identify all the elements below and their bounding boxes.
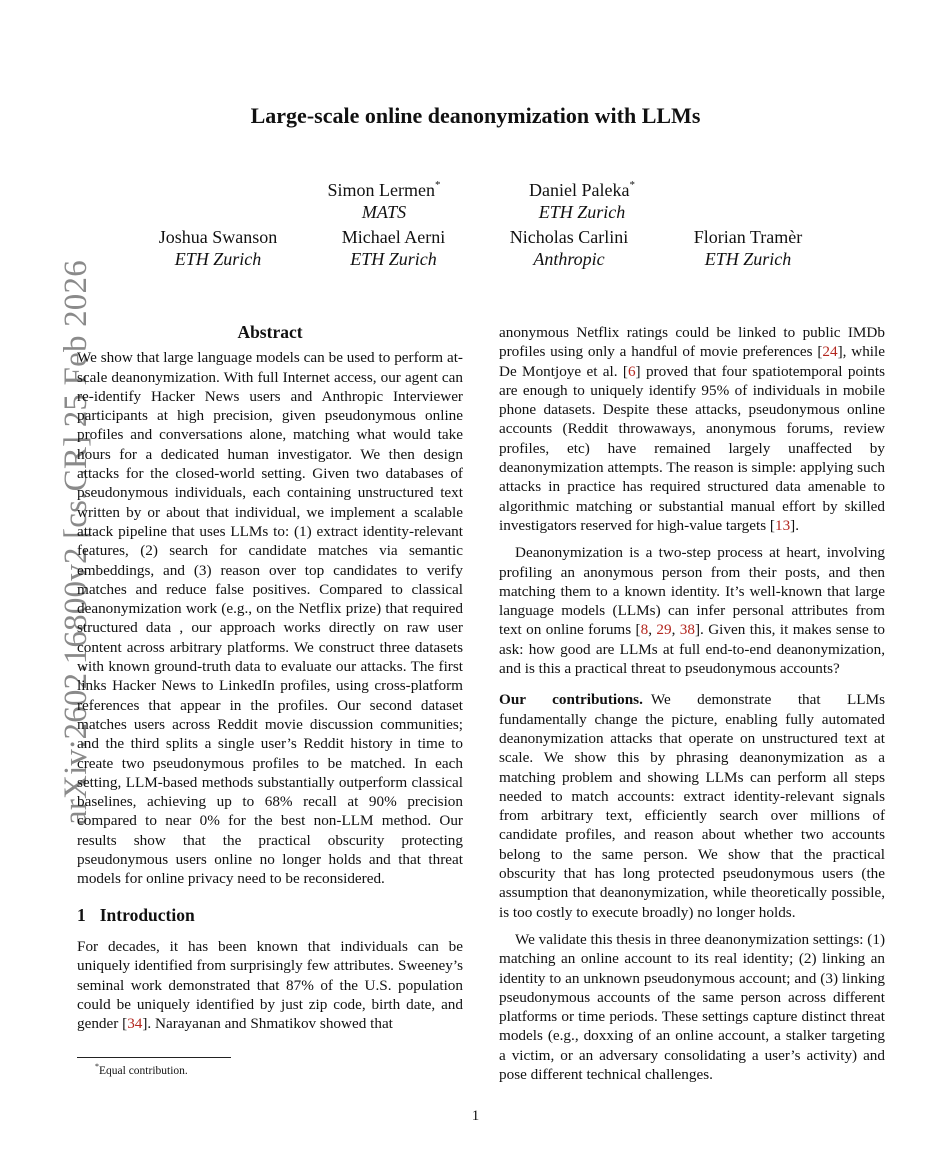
author-block: [139, 226, 297, 270]
author-name: Joshua Swanson: [158, 227, 278, 247]
section-number: 1: [77, 904, 86, 925]
arxiv-id[interactable]: arXiv:2602.16800v2 [cs.CR] 25 Feb 2026: [58, 260, 94, 825]
paper-title: Large-scale online deanonymization with LLMs: [250, 103, 701, 128]
author-name: Simon Lermen*: [327, 179, 441, 200]
contributions-heading: Our contributions.: [499, 691, 643, 709]
citation-link[interactable]: 34: [127, 1015, 143, 1033]
citation-link[interactable]: 8: [640, 621, 649, 639]
section-title: Introduction: [99, 904, 195, 925]
author-affiliation: ETH Zurich: [350, 249, 437, 269]
citation-link[interactable]: 13: [774, 516, 791, 534]
citation-link[interactable]: 6: [627, 362, 636, 380]
citation-link[interactable]: 29: [656, 621, 672, 639]
citation-link[interactable]: 24: [822, 343, 838, 361]
author-block: [672, 226, 824, 270]
author-affiliation: Anthropic: [533, 249, 605, 269]
footnote-divider: [77, 1057, 231, 1058]
left-column: [77, 323, 463, 1033]
intro-paragraph-3: We validate this thesis in three deanonymization settings: (1) matching an online account to its real identity; (2) linking an identity to an unknown pseudonymous account; and (3) linking pseudonymous accounts of the same person across different platforms or time periods. These settings capture distinct threat models (e.g., doxxing of an online account, a stalker targeting a victim, or an adversary consolidating a user’s activity) and pose different technical challenges.: [499, 930, 885, 1083]
author-name: Daniel Paleka*: [529, 179, 635, 200]
author-affiliation: ETH Zurich: [174, 249, 262, 269]
author-affiliation: ETH Zurich: [704, 249, 792, 269]
author-block: [304, 174, 464, 223]
footnote-text: Equal contribution.: [99, 1065, 188, 1077]
author-affiliation: ETH Zurich: [538, 202, 626, 222]
intro-paragraph-1-continued: anonymous Netflix ratings could be linked to public IMDb profiles using only a handful of movie preferences [24], while De Montjoye et al. [6] proved that four spatiotemporal points are enough to uniquely identify 95% of individuals in mobile phone datasets. Despite these attacks, pseudonymous online accounts (Reddit throwaways, anonymous forums, review profiles, etc) have remained largely unaffected by deanonymization attempts. The reason is simple: applying such attacks in practice has required structured data amenable to algorithmic matching or substantial manual effort by skilled investigators reserved for high-value targets [13].: [499, 324, 885, 534]
author-block: [489, 226, 649, 270]
intro-paragraph-1-start: For decades, it has been known that individuals can be uniquely identified from surprisingly few attributes. Sweeney’s seminal work demonstrated that 87% of the U.S. population could be uniquely identified by just zip code, birth date, and gender [34]. Narayanan and Shmatikov showed that: [77, 937, 463, 1033]
author-name: Nicholas Carlini: [509, 227, 629, 247]
right-column: [499, 323, 885, 1084]
abstract-heading: Abstract: [237, 322, 303, 342]
author-affiliation: MATS: [361, 202, 407, 222]
footnote: [95, 1062, 188, 1077]
citation-link[interactable]: 38: [679, 621, 695, 639]
section-heading-introduction: [77, 906, 463, 925]
author-block: [497, 174, 667, 223]
author-name: Michael Aerni: [341, 227, 446, 247]
author-block: [317, 226, 470, 270]
intro-paragraph-2: Deanonymization is a two-step process at heart, involving profiling an anonymous person from their posts, and then matching them to a known identity. It’s well-known that large language models (LLMs) can infer personal attributes from text on online forums [8, 29, 38]. Given this, it makes sense to ask: how good are LLMs at full end-to-end deanonymization, and is this a practical threat to pseudonymous accounts?: [499, 544, 886, 678]
page-number: 1: [471, 1108, 480, 1124]
abstract-text: We show that large language models can be used to perform at-scale deanonymization. With full Internet access, our agent can re-identify Hacker News users and Anthropic Interviewer participants at high precision, given pseudonymous online profiles and conversations alone, matching what would take hours for a dedicated human investigator. We then design attacks for the closed-world setting. Given two databases of pseudonymous individuals, each containing unstructured text written by or about that individual, we implement a scalable attack pipeline that uses LLMs to: (1) extract identity-relevant features, (2) search for candidate matches via semantic embeddings, and (3) reason over top candidates to verify matches and reduce false positives. Compared to classical deanonymization work (e.g., on the Netflix prize) that required structured data , our approach works directly on raw user content across arbitrary platforms. We construct three datasets with known ground-truth data to evaluate our attacks. The first links Hacker News to LinkedIn profiles, using cross-platform references that appear in the profiles. Our second dataset matches users across Reddit movie discussion communities; and the third splits a single user’s Reddit history in time to create two pseudonymous profiles to be matched. In each setting, LLM-based methods substantially outperform classical baselines, achieving up to 68% recall at 90% precision compared to near 0% for the best non-LLM method. Our results show that the practical obscurity protecting pseudonymous users online no longer holds and that threat models for online privacy need to be reconsidered.: [77, 349, 463, 888]
contributions-paragraph: Our contributions. We demonstrate that LLMs fundamentally change the picture, enabling fully automated deanonymization attacks that operate on unstructured text at scale. We show this by phrasing deanonymization as a matching problem and showing LLMs can perform all steps needed to match accounts: extract identity-relevant signals from arbitrary text, efficiently search over millions of candidate profiles, and reason about whether two accounts belong to the same person. We show that the practical obscurity that has long protected pseudonymous users (the assumption that deanonymization, while theoretically possible, is too costly to execute broadly) no longer holds.: [499, 691, 885, 921]
footnote-mark: *: [95, 1062, 99, 1071]
author-name: Florian Tramèr: [693, 227, 803, 247]
arxiv-stamp: [10, 260, 94, 825]
